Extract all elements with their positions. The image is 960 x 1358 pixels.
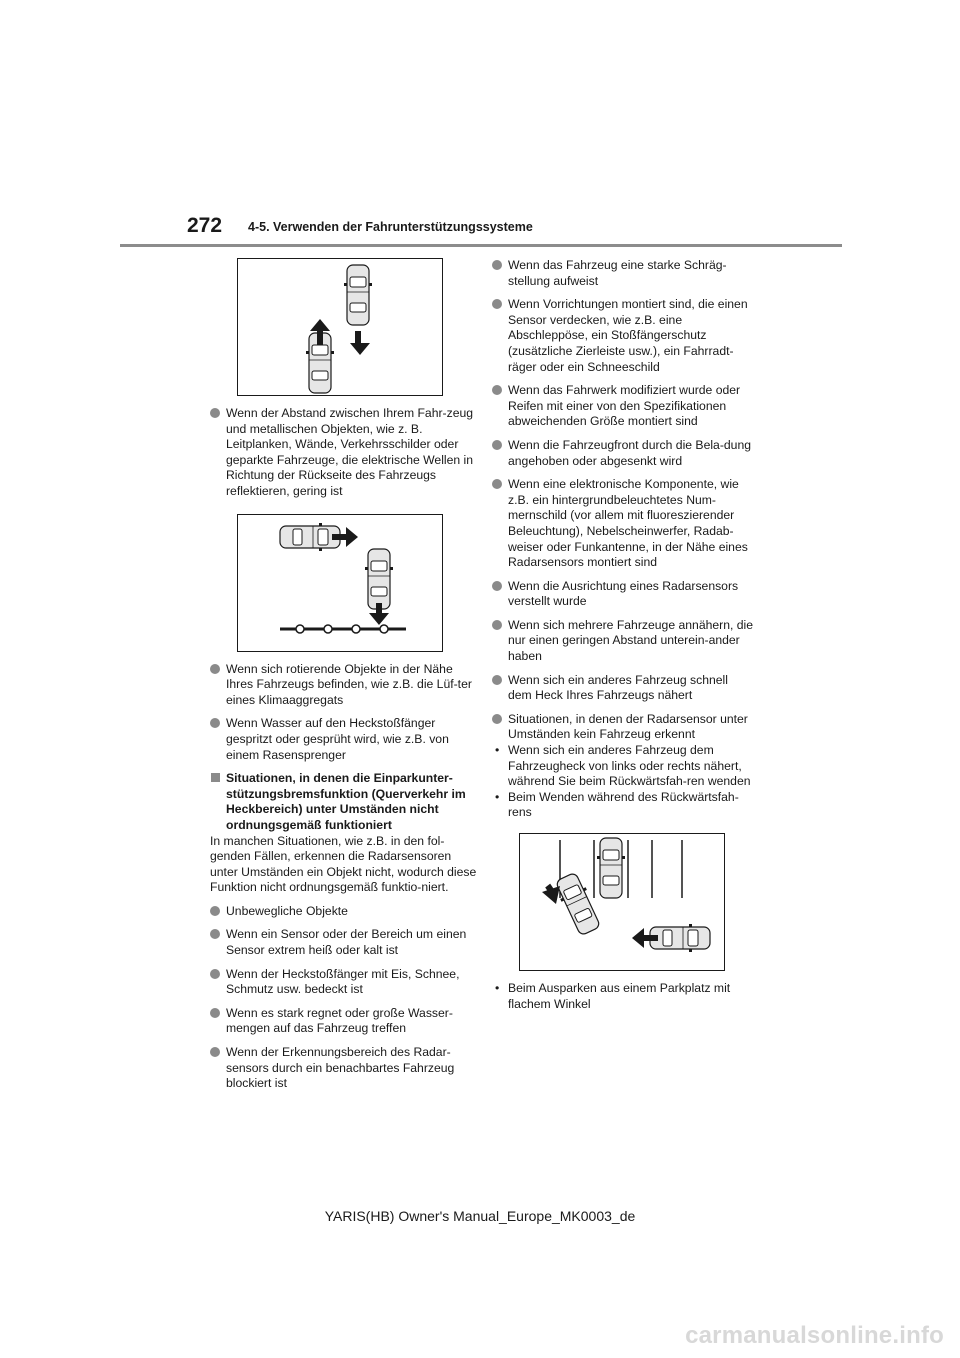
bullet-icon xyxy=(492,620,502,630)
list-item: Wenn ein Sensor oder der Bereich um einen Sensor extrem heiß oder kalt ist xyxy=(210,927,478,958)
list-item: Wenn das Fahrzeug eine starke Schräg-stellung aufweist xyxy=(492,258,754,289)
bullet-icon xyxy=(492,299,502,309)
right-column xyxy=(492,258,754,1012)
sub-list-item: • Beim Ausparken aus einem Parkplatz mit flachem Winkel xyxy=(495,981,731,1011)
bullet-icon xyxy=(210,969,220,979)
list-item: Wenn sich rotierende Objekte in der Nähe Ihres Fahrzeugs befinden, wie z.B. die Lüf-ter eines Klimaaggregats xyxy=(210,662,478,709)
footer-manual-id: YARIS(HB) Owner's Manual_Europe_MK0003_de xyxy=(324,1208,636,1224)
bullet-icon xyxy=(492,260,502,270)
car-parked xyxy=(597,838,625,898)
page-number: 272 xyxy=(187,214,223,237)
list-item: Wenn das Fahrwerk modifiziert wurde oder Reifen mit einer von den Spezifikationen abweichenden Größe montiert sind xyxy=(492,383,754,430)
car-crossing xyxy=(280,523,340,551)
list-item: Wenn Wasser auf den Heckstoßfänger gespritzt oder gesprüht wird, wie z.B. von einem Rasensprenger xyxy=(210,716,478,763)
figure-metal-objects xyxy=(237,258,443,396)
list-item: Wenn Vorrichtungen montiert sind, die einen Sensor verdecken, wie z.B. eine Abschleppöse, ein Stoßfängerschutz (zusätzliche Zierleiste usw.), ein Fahrradt-räger oder ein Schneeschild xyxy=(492,297,754,375)
list-item: Wenn der Erkennungsbereich des Radar-sensors durch ein benachbartes Fahrzeug blockiert ist xyxy=(210,1045,478,1092)
square-bullet-icon xyxy=(211,773,220,782)
bullet-icon xyxy=(492,440,502,450)
car-approaching xyxy=(650,924,710,952)
bullet-icon xyxy=(492,714,502,724)
list-item: Wenn der Abstand zwischen Ihrem Fahr-zeug und metallischen Objekten, wie z. B. Leitplanken, Wände, Verkehrsschilder oder geparkte Fahrzeuge, die elektrische Wellen in Richtung der Rückseite des Fahrzeugs reflektieren, gering ist xyxy=(210,406,478,500)
bullet-icon xyxy=(492,479,502,489)
figure-cross-traffic xyxy=(237,514,443,652)
list-item: Wenn die Ausrichtung eines Radarsensors verstellt wurde xyxy=(492,579,754,610)
sub-list-item: • Wenn sich ein anderes Fahrzeug dem Fahrzeugheck von links oder rechts nähert, während Sie beim Rückwärtsfah-ren wenden xyxy=(495,743,751,789)
list-item: Wenn der Heckstoßfänger mit Eis, Schnee, Schmutz usw. bedeckt ist xyxy=(210,967,478,998)
list-item: Wenn eine elektronische Komponente, wie z.B. ein hintergrundbeleuchtetes Num-mernschild (vor allem mit fluoreszierender Beleuchtung), Nebelscheinwerfer, Radab-weiser oder Funkantenne, in der Nähe eines Radarsensors montiert sind xyxy=(492,477,754,571)
sub-list-item: • Beim Wenden während des Rückwärtsfah-rens xyxy=(495,789,739,820)
list-item: Situationen, in denen der Radarsensor unter Umständen kein Fahrzeug erkennt xyxy=(492,712,754,743)
car-leaving xyxy=(553,871,604,937)
list-item: Wenn sich ein anderes Fahrzeug schnell dem Heck Ihres Fahrzeugs nähert xyxy=(492,673,754,704)
bullet-icon xyxy=(210,1008,220,1018)
bullet-icon xyxy=(210,408,220,418)
bullet-icon xyxy=(210,1047,220,1057)
car-parked xyxy=(344,265,372,325)
arrow-up-icon xyxy=(310,319,330,331)
bullet-icon xyxy=(210,718,220,728)
figure-parking-lot xyxy=(519,833,725,971)
bullet-icon xyxy=(492,675,502,685)
bullet-icon xyxy=(210,664,220,674)
list-item: Unbewegliche Objekte xyxy=(210,904,478,920)
section-title: 4-5. Verwenden der Fahrunterstützungssysteme xyxy=(248,220,533,234)
intro-paragraph: In manchen Situationen, wie z.B. in den fol-genden Fällen, erkennen die Radarsensoren unter Umständen ein Objekt nicht, wodurch diese Funktion nicht ordnungsgemäß funktio-niert. xyxy=(210,833,477,895)
watermark: carmanualsonline.info xyxy=(685,1322,944,1349)
arrow-down-icon xyxy=(350,343,370,355)
list-item: Wenn sich mehrere Fahrzeuge annähern, die nur einen geringen Abstand unterein-ander haben xyxy=(492,618,754,665)
list-item: Wenn die Fahrzeugfront durch die Bela-dung angehoben oder abgesenkt wird xyxy=(492,438,754,469)
car-reversing xyxy=(365,549,393,609)
arrow-down-icon xyxy=(369,613,389,625)
subsection-heading: Situationen, in denen die Einparkunter-stützungsbremsfunktion (Querverkehr im Heckbereich) unter Umständen nicht ordnungsgemäß funktioniert xyxy=(210,771,478,833)
arrow-left-icon xyxy=(632,928,644,948)
bullet-icon xyxy=(210,929,220,939)
left-column xyxy=(210,258,478,1100)
header-divider xyxy=(120,244,842,247)
bullet-icon xyxy=(492,385,502,395)
bullet-icon xyxy=(492,581,502,591)
arrow-right-icon xyxy=(346,527,358,547)
bullet-icon xyxy=(210,906,220,916)
list-item: Wenn es stark regnet oder große Wasser-mengen auf das Fahrzeug treffen xyxy=(210,1006,478,1037)
